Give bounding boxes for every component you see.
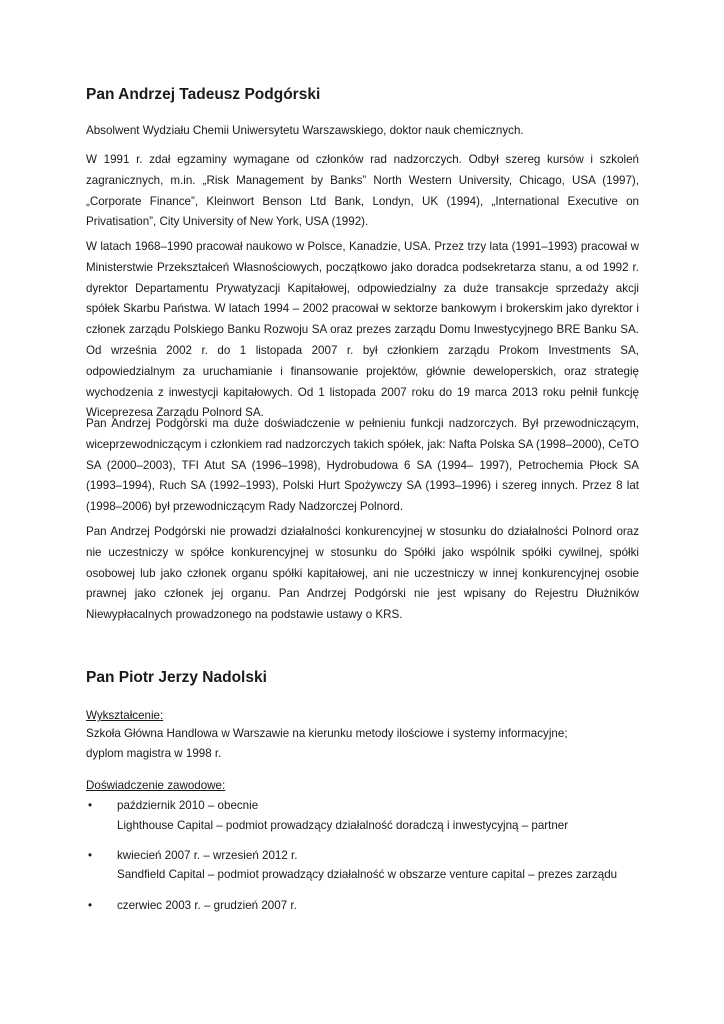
experience-detail: Lighthouse Capital – podmiot prowadzący działalność doradczą i inwestycyjną – partner	[117, 819, 569, 832]
person2-name-heading: Pan Piotr Jerzy Nadolski	[86, 669, 267, 686]
experience-label: Doświadczenie zawodowe:	[86, 779, 226, 792]
person1-paragraph-2: W 1991 r. zdał egzaminy wymagane od członków rad nadzorczych. Odbył szereg kursów i szkoleń zagranicznych, m.in. „Risk Management by Banks” North Western University, Chicago, USA (1997), „Corporate Finance”, Kleinwort Benson Ltd Bank, Londyn, UK (1994), „International Executive on Privatisation”, City University of New York, USA (1992).	[86, 153, 639, 229]
education-line-1: Szkoła Główna Handlowa w Warszawie na kierunku metody ilościowe i systemy informacyjne;	[86, 727, 568, 740]
experience-period: czerwiec 2003 r. – grudzień 2007 r.	[117, 899, 297, 912]
education-line-2: dyplom magistra w 1998 r.	[86, 747, 222, 760]
experience-period: październik 2010 – obecnie	[117, 799, 259, 812]
person1-paragraph-5: Pan Andrzej Podgórski nie prowadzi działalności konkurencyjnej w stosunku do działalności Polnord oraz nie uczestniczy w spółce konkurencyjnej w stosunku do Spółki jako wspólnik spółki cywilnej, spółki osobowej lub jako członek organu spółki kapitałowej, ani nie uczestniczy w innej konkurencyjnej osobie prawnej jako członek jej organu. Pan Andrzej Podgórski nie jest wpisany do Rejestru Dłużników Niewypłacalnych prowadzonego na podstawie ustawy o KRS.	[86, 525, 639, 622]
person1-paragraph-3: W latach 1968–1990 pracował naukowo w Polsce, Kanadzie, USA. Przez trzy lata (1991–1993) pracował w Ministerstwie Przekształceń Własnościowych, początkowo jako doradca podsekretarza stanu, a od 1992 r. dyrektor Departamentu Prywatyzacji Kapitałowej, odpowiedzialny za duże transakcje sprzedaży akcji spółek Skarbu Państwa. W latach 1994 – 2002 pracował w sektorze bankowym i brokerskim jako dyrektor i członek zarządu Polskiego Banku Rozwoju SA oraz prezes zarządu Domu Inwestycyjnego BRE Banku SA. Od września 2002 r. do 1 listopada 2007 r. był członkiem zarządu Prokom Investments SA, odpowiedzialnym za uruchamianie i finansowanie projektów, głównie deweloperskich, oraz strategię wychodzenia z inwestycji kapitałowych. Od 1 listopada 2007 roku do 19 marca 2013 roku pełnił funkcję Wiceprezesa Zarządu Polnord SA.	[86, 240, 639, 420]
bullet-marker: •	[88, 799, 93, 812]
experience-period: kwiecień 2007 r. – wrzesień 2012 r.	[117, 849, 298, 862]
bullet-marker: •	[88, 899, 93, 912]
person1-name-heading: Pan Andrzej Tadeusz Podgórski	[86, 86, 321, 103]
person1-paragraph-1: Absolwent Wydziału Chemii Uniwersytetu Warszawskiego, doktor nauk chemicznych.	[86, 124, 524, 137]
person1-paragraph-4: Pan Andrzej Podgórski ma duże doświadczenie w pełnieniu funkcji nadzorczych. Był przewodniczącym, wiceprzewodniczącym i członkiem rad nadzorczych takich spółek, jak: Nafta Polska SA (1998–2000), CeTO SA (2000–2003), TFI Atut SA (1996–1998), Hydrobudowa 6 SA (1994– 1997), Petrochemia Płock SA (1993–1994), Ruch SA (1992–1993), Polski Hurt Spożywczy SA (1993–1996) i szereg innych. Przez 8 lat (1998–2006) był przewodniczącym Rady Nadzorczej Polnord.	[86, 417, 639, 514]
bullet-marker: •	[88, 849, 93, 862]
experience-detail: Sandfield Capital – podmiot prowadzący działalność w obszarze venture capital – prezes zarządu	[117, 868, 618, 881]
education-label: Wykształcenie:	[86, 709, 164, 722]
